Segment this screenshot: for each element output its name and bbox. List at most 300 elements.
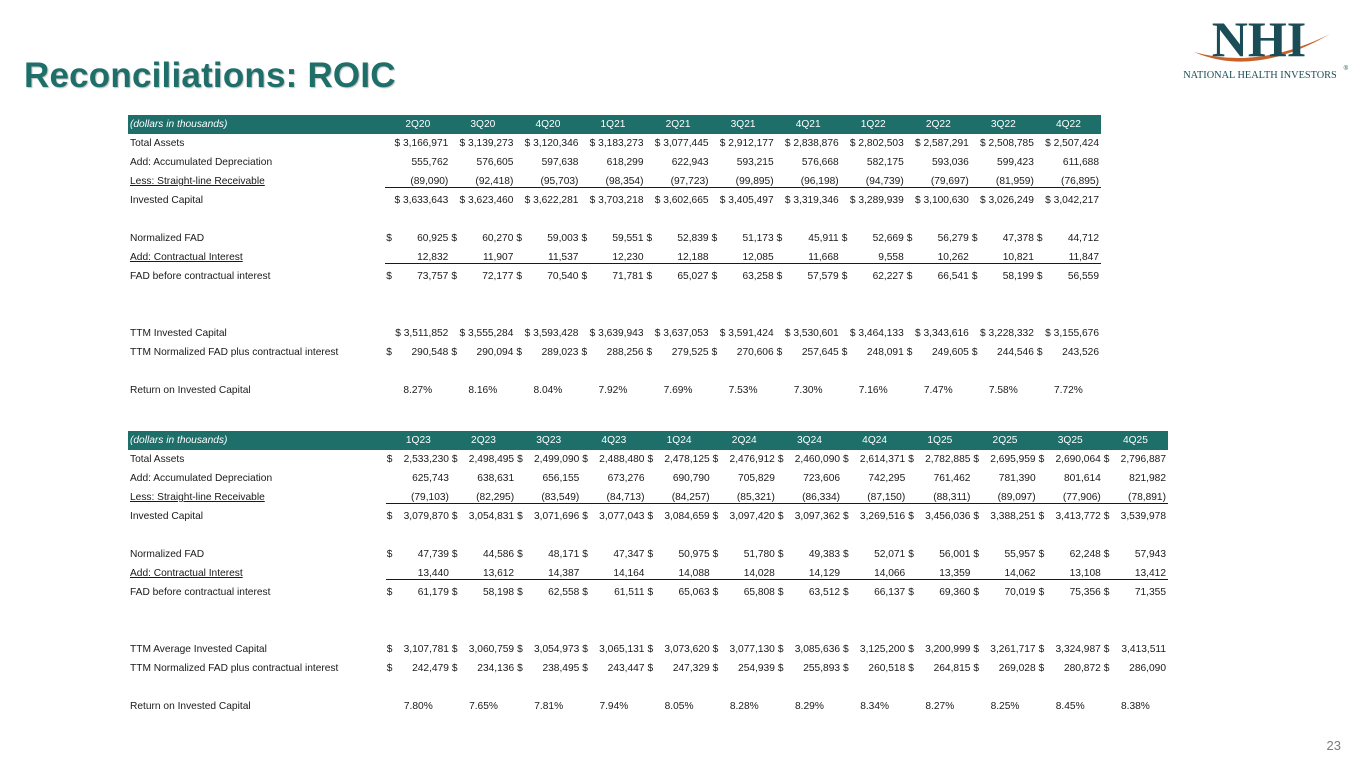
- table-cell: (87,150): [842, 488, 907, 507]
- table-cell: 7.69%: [663, 385, 693, 396]
- table-cell: 7.53%: [728, 385, 758, 396]
- table-cell: 781,390: [998, 473, 1036, 484]
- table-cell: $ 2,838,876: [784, 138, 839, 149]
- table-cell: $ 2,478,125: [647, 454, 710, 465]
- table-cell: 656,155: [542, 473, 580, 484]
- quarter-header: 4Q23: [581, 431, 646, 450]
- row-label-text: Invested Capital: [130, 511, 204, 522]
- table-cell: 8.45%: [1055, 701, 1085, 712]
- table-cell: $ 66,541: [906, 271, 969, 282]
- row-label-text: Less: Straight-line Receivable: [130, 492, 265, 503]
- row-label-text: TTM Normalized FAD plus contractual interest: [130, 663, 339, 674]
- table-cell: 638,631: [477, 473, 515, 484]
- table-row-accum-dep: [128, 153, 1101, 172]
- table-cell: $ 243,447: [582, 663, 645, 674]
- table-cell: $ 3,100,630: [914, 195, 969, 206]
- table-cell: 10,262: [906, 248, 971, 267]
- table-cell: $ 3,071,696: [517, 511, 580, 522]
- table-cell: $ 2,912,177: [719, 138, 774, 149]
- row-label: [128, 229, 385, 248]
- table-cell: 593,036: [931, 157, 969, 168]
- row-label: [128, 134, 385, 153]
- table-cell: 576,668: [801, 157, 839, 168]
- table-cell: $ 3,456,036: [908, 511, 971, 522]
- row-label: [128, 564, 386, 583]
- table-header-label: (dollars in thousands): [128, 431, 386, 450]
- table-cell: 7.80%: [403, 701, 433, 712]
- table-cell: $ 2,802,503: [849, 138, 904, 149]
- table-cell: $ 3,085,636: [777, 644, 841, 655]
- table-cell: $ 3,228,332: [980, 328, 1034, 339]
- table-header-row: [128, 431, 1168, 450]
- table-cell: 7.58%: [988, 385, 1018, 396]
- table-cell: 742,295: [868, 473, 906, 484]
- table-cell: 13,612: [451, 564, 516, 583]
- row-label-text: TTM Invested Capital: [130, 328, 227, 339]
- row-label-text: TTM Average Invested Capital: [130, 644, 267, 655]
- quarter-header: 1Q24: [646, 431, 711, 450]
- table-cell: 705,829: [738, 473, 775, 484]
- table-cell: $ 260,518: [843, 663, 906, 674]
- table-cell: (88,311): [907, 488, 972, 507]
- row-label-text: Normalized FAD: [130, 233, 205, 244]
- logo-caption: NATIONAL HEALTH INVESTORS: [1183, 70, 1337, 81]
- table-row-sl-receivable: [128, 488, 1168, 507]
- table-row-roic: [128, 381, 1101, 400]
- table-cell: 14,164: [581, 564, 646, 583]
- quarter-header: 4Q22: [1036, 115, 1101, 134]
- table-cell: $ 2,499,090: [517, 454, 580, 465]
- row-label-text: Add: Accumulated Depreciation: [130, 473, 273, 484]
- table-cell: $ 3,097,420: [712, 511, 775, 522]
- table-cell: $ 2,587,291: [914, 138, 969, 149]
- table-cell: $ 3,555,284: [459, 328, 514, 339]
- table-cell: $ 3,530,601: [784, 328, 839, 339]
- row-label-text: Total Assets: [130, 138, 185, 149]
- table-row-contractual-interest: [128, 564, 1168, 583]
- table-cell: 8.04%: [533, 385, 563, 396]
- table-cell: $ 3,623,460: [459, 195, 514, 206]
- table-cell: $ 2,476,912: [712, 454, 775, 465]
- table-header-label: (dollars in thousands): [128, 115, 385, 134]
- row-label-text: Return on Invested Capital: [130, 385, 251, 396]
- row-label: [128, 507, 386, 526]
- table-cell: $ 286,090: [1103, 663, 1166, 674]
- table-cell: $ 242,479: [386, 663, 449, 674]
- table-cell: 7.72%: [1053, 385, 1083, 396]
- table-cell: $ 44,586: [451, 549, 515, 560]
- table-cell: $ 243,526: [1036, 347, 1099, 358]
- table-cell: $ 3,639,943: [589, 328, 644, 339]
- table-cell: $ 71,781: [581, 271, 644, 282]
- table-cell: 13,359: [907, 564, 972, 583]
- table-cell: $ 264,815: [908, 663, 971, 674]
- table-cell: $ 3,324,987: [1038, 644, 1101, 655]
- table-cell: 11,668: [776, 248, 841, 267]
- table-cell: $ 3,388,251: [973, 511, 1036, 522]
- table-cell: $ 70,540: [516, 271, 579, 282]
- quarter-header: 2Q23: [451, 431, 516, 450]
- quarter-header: 3Q25: [1038, 431, 1103, 450]
- table-row-invested-capital: [128, 507, 1168, 526]
- quarter-header: 2Q20: [385, 115, 450, 134]
- table-cell: $ 238,495: [517, 663, 580, 674]
- table-cell: $ 72,177: [451, 271, 514, 282]
- table-cell: $ 3,343,616: [914, 328, 969, 339]
- table-cell: $ 2,508,785: [980, 138, 1034, 149]
- quarter-header: 3Q21: [711, 115, 776, 134]
- table-cell: $ 3,097,362: [777, 511, 841, 522]
- row-label-text: FAD before contractual interest: [130, 271, 271, 282]
- table-cell: (84,713): [581, 488, 646, 507]
- row-label: [128, 153, 385, 172]
- table-cell: $ 3,077,130: [712, 644, 775, 655]
- page-number: 23: [1326, 738, 1341, 753]
- table-cell: $ 2,782,885: [908, 454, 971, 465]
- table-cell: 8.28%: [729, 701, 759, 712]
- table-cell: (82,295): [451, 488, 516, 507]
- table-cell: $ 3,120,346: [524, 138, 579, 149]
- row-label: [128, 267, 385, 286]
- row-label-text: Add: Contractual Interest: [130, 568, 243, 579]
- table-cell: 7.94%: [599, 701, 629, 712]
- quarter-header: 1Q21: [580, 115, 645, 134]
- table-cell: $ 254,939: [712, 663, 775, 674]
- table-cell: $ 3,591,424: [719, 328, 774, 339]
- table-cell: $ 63,512: [777, 587, 841, 598]
- table-cell: $ 58,199: [971, 271, 1034, 282]
- row-label: [128, 324, 385, 343]
- roic-table-2020-2022: [128, 115, 1101, 400]
- table-cell: $ 270,606: [711, 347, 774, 358]
- table-cell: 13,440: [386, 564, 451, 583]
- row-label: [128, 488, 386, 507]
- table-cell: 14,062: [972, 564, 1037, 583]
- row-label-text: Add: Accumulated Depreciation: [130, 157, 273, 168]
- table-cell: $ 52,669: [841, 233, 904, 244]
- table-cell: $ 59,003: [516, 233, 579, 244]
- table-cell: 7.30%: [793, 385, 823, 396]
- table-cell: 14,028: [712, 564, 777, 583]
- table-cell: $ 56,001: [908, 549, 971, 560]
- table-cell: 14,066: [842, 564, 907, 583]
- table-cell: $ 62,248: [1038, 549, 1101, 560]
- row-label: [128, 381, 385, 400]
- row-label-text: Invested Capital: [130, 195, 204, 206]
- row-label-text: Total Assets: [130, 454, 185, 465]
- table-cell: $ 44,712: [1036, 233, 1099, 244]
- table-cell: $ 3,413,772: [1038, 511, 1101, 522]
- table-cell: 12,230: [580, 248, 645, 267]
- quarter-header: 2Q21: [646, 115, 711, 134]
- table-cell: 821,982: [1129, 473, 1166, 484]
- table-cell: 12,085: [711, 248, 776, 267]
- table-cell: $ 47,347: [582, 549, 645, 560]
- quarter-header: 1Q22: [841, 115, 906, 134]
- table-cell: $ 45,911: [776, 233, 839, 244]
- table-cell: $ 47,378: [971, 233, 1034, 244]
- quarter-header: 3Q24: [777, 431, 842, 450]
- table-cell: 625,743: [412, 473, 449, 484]
- table-cell: $ 56,559: [1036, 271, 1099, 282]
- table-cell: $ 3,200,999: [908, 644, 971, 655]
- row-label-text: Add: Contractual Interest: [130, 252, 243, 263]
- table-cell: $ 61,179: [386, 587, 449, 598]
- table-cell: $ 50,975: [647, 549, 710, 560]
- table-cell: $ 65,027: [646, 271, 709, 282]
- table-cell: $ 2,614,371: [843, 454, 906, 465]
- table-cell: $ 70,019: [973, 587, 1036, 598]
- table-cell: 14,387: [516, 564, 581, 583]
- table-cell: (77,906): [1038, 488, 1103, 507]
- table-cell: 8.29%: [795, 701, 824, 712]
- table-cell: $ 3,107,781: [386, 644, 449, 655]
- table-cell: $ 3,065,131: [582, 644, 645, 655]
- table-cell: (79,697): [906, 172, 971, 191]
- table-cell: 618,299: [606, 157, 644, 168]
- table-cell: $ 288,256: [581, 347, 644, 358]
- quarter-header: 4Q20: [515, 115, 580, 134]
- quarter-header: 3Q20: [450, 115, 515, 134]
- roic-table-2023-2025: [128, 431, 1168, 716]
- table-cell: 8.38%: [1120, 701, 1150, 712]
- table-cell: $ 3,073,620: [647, 644, 710, 655]
- table-cell: $ 57,943: [1103, 549, 1166, 560]
- row-label: [128, 248, 385, 267]
- table-cell: 14,088: [646, 564, 711, 583]
- table-cell: 11,537: [515, 248, 580, 267]
- row-label: [128, 191, 385, 210]
- table-cell: $ 249,605: [906, 347, 969, 358]
- table-cell: 12,832: [385, 248, 450, 267]
- table-cell: $ 69,360: [908, 587, 971, 598]
- table-row-invested-capital: [128, 191, 1101, 210]
- row-label-text: Return on Invested Capital: [130, 701, 251, 712]
- table-cell: (86,334): [777, 488, 842, 507]
- table-cell: 8.27%: [403, 385, 433, 396]
- table-cell: $ 3,289,939: [849, 195, 904, 206]
- table-cell: $ 3,060,759: [451, 644, 515, 655]
- table-cell: $ 55,957: [973, 549, 1036, 560]
- table-row-fad-before: [128, 267, 1101, 286]
- quarter-header: 2Q25: [972, 431, 1037, 450]
- table-cell: 673,276: [607, 473, 645, 484]
- table-cell: $ 3,042,217: [1045, 195, 1099, 206]
- table-cell: $ 51,173: [711, 233, 774, 244]
- table-cell: $ 51,780: [712, 549, 775, 560]
- table-cell: $ 3,633,643: [394, 195, 449, 206]
- table-row-ttm-fad: [128, 343, 1101, 362]
- quarter-header: 2Q24: [712, 431, 777, 450]
- table-cell: 11,847: [1036, 248, 1101, 267]
- table-cell: $ 65,808: [712, 587, 775, 598]
- table-row-roic: [128, 697, 1168, 716]
- table-cell: 7.92%: [598, 385, 628, 396]
- table-cell: 622,943: [671, 157, 709, 168]
- table-cell: $ 62,558: [517, 587, 580, 598]
- table-cell: (83,549): [516, 488, 581, 507]
- table-cell: $ 3,261,717: [973, 644, 1036, 655]
- table-cell: 12,188: [646, 248, 711, 267]
- nhi-logo: [1178, 12, 1348, 92]
- table-cell: $ 62,227: [841, 271, 904, 282]
- row-label: [128, 659, 386, 678]
- table-row-sl-receivable: [128, 172, 1101, 191]
- row-label: [128, 450, 386, 469]
- table-cell: 9,558: [841, 248, 906, 267]
- table-cell: $ 61,511: [582, 587, 645, 598]
- quarter-header: 3Q22: [971, 115, 1036, 134]
- table-cell: 8.27%: [925, 701, 955, 712]
- table-cell: $ 59,551: [581, 233, 644, 244]
- table-cell: $ 3,054,973: [517, 644, 580, 655]
- quarter-header: 2Q22: [906, 115, 971, 134]
- table-cell: $ 234,136: [451, 663, 515, 674]
- quarter-header: 3Q23: [516, 431, 581, 450]
- table-cell: $ 3,079,870: [386, 511, 449, 522]
- table-cell: $ 279,525: [646, 347, 709, 358]
- logo-registered-mark: ®: [1343, 66, 1348, 72]
- table-cell: $ 2,533,230: [386, 454, 449, 465]
- table-row-fad-before: [128, 583, 1168, 602]
- table-cell: $ 257,645: [776, 347, 839, 358]
- quarter-header: 4Q25: [1103, 431, 1168, 450]
- table-cell: 593,215: [736, 157, 774, 168]
- table-cell: $ 71,355: [1103, 587, 1166, 598]
- table-cell: $ 49,383: [777, 549, 841, 560]
- row-label: [128, 697, 386, 716]
- table-row-ttm-invested: [128, 324, 1101, 343]
- table-cell: 13,108: [1038, 564, 1103, 583]
- table-cell: 7.16%: [858, 385, 888, 396]
- table-cell: $ 255,893: [777, 663, 841, 674]
- table-cell: $ 3,593,428: [524, 328, 579, 339]
- page-title: Reconciliations: ROIC: [24, 56, 396, 95]
- table-cell: 723,606: [803, 473, 841, 484]
- table-cell: $ 3,539,978: [1103, 511, 1166, 522]
- table-cell: 8.25%: [990, 701, 1020, 712]
- table-cell: $ 58,198: [451, 587, 515, 598]
- table-cell: (84,257): [646, 488, 711, 507]
- table-cell: 801,614: [1063, 473, 1101, 484]
- row-label: [128, 640, 386, 659]
- table-cell: (76,895): [1036, 172, 1101, 191]
- table-cell: 690,790: [672, 473, 710, 484]
- row-label-text: FAD before contractual interest: [130, 587, 271, 598]
- table-cell: $ 75,356: [1038, 587, 1101, 598]
- table-cell: (95,703): [515, 172, 580, 191]
- table-cell: $ 47,739: [386, 549, 449, 560]
- table-cell: 7.65%: [469, 701, 498, 712]
- table-cell: 582,175: [866, 157, 904, 168]
- table-cell: $ 2,695,959: [973, 454, 1036, 465]
- table-cell: (79,103): [386, 488, 451, 507]
- table-row-contractual-interest: [128, 248, 1101, 267]
- row-label-text: Less: Straight-line Receivable: [130, 176, 265, 187]
- table-cell: 599,423: [997, 157, 1034, 168]
- table-cell: $ 3,703,218: [589, 195, 644, 206]
- table-cell: $ 2,690,064: [1038, 454, 1101, 465]
- table-cell: $ 3,405,497: [719, 195, 774, 206]
- nhi-logo-icon: [1184, 12, 1334, 68]
- table-cell: $ 3,077,043: [582, 511, 645, 522]
- table-cell: $ 290,094: [451, 347, 514, 358]
- table-cell: $ 280,872: [1038, 663, 1101, 674]
- table-cell: $ 60,925: [386, 233, 449, 244]
- table-cell: $ 247,329: [647, 663, 710, 674]
- table-cell: 11,907: [450, 248, 515, 267]
- quarter-header: 1Q25: [907, 431, 972, 450]
- quarter-header: 4Q21: [776, 115, 841, 134]
- row-label: [128, 545, 386, 564]
- table-cell: $ 3,139,273: [459, 138, 514, 149]
- table-cell: (94,739): [841, 172, 906, 191]
- table-cell: $ 73,757: [386, 271, 449, 282]
- table-cell: $ 3,155,676: [1045, 328, 1099, 339]
- table-cell: $ 60,270: [451, 233, 514, 244]
- table-cell: 611,688: [1062, 157, 1099, 168]
- table-cell: (81,959): [971, 172, 1036, 191]
- table-cell: (98,354): [580, 172, 645, 191]
- table-cell: $ 3,125,200: [843, 644, 906, 655]
- row-label: [128, 172, 385, 191]
- table-cell: $ 3,464,133: [849, 328, 904, 339]
- table-cell: $ 3,077,445: [654, 138, 709, 149]
- table-row-normalized-fad: [128, 229, 1101, 248]
- table-cell: $ 269,028: [973, 663, 1036, 674]
- table-cell: 14,129: [777, 564, 842, 583]
- row-label: [128, 583, 386, 602]
- table-cell: $ 52,839: [646, 233, 709, 244]
- table-cell: (96,198): [776, 172, 841, 191]
- table-cell: $ 57,579: [776, 271, 839, 282]
- table-cell: $ 3,602,665: [654, 195, 709, 206]
- table-row-total-assets: [128, 134, 1101, 153]
- table-cell: $ 3,413,511: [1103, 644, 1166, 655]
- table-cell: $ 3,084,659: [647, 511, 710, 522]
- table-cell: (89,090): [385, 172, 450, 191]
- table-cell: $ 3,637,053: [654, 328, 709, 339]
- table-row-ttm-fad: [128, 659, 1168, 678]
- table-cell: (99,895): [711, 172, 776, 191]
- table-cell: (85,321): [712, 488, 777, 507]
- row-label-text: Normalized FAD: [130, 549, 205, 560]
- table-cell: (89,097): [972, 488, 1037, 507]
- table-cell: 7.81%: [534, 701, 564, 712]
- table-cell: 7.47%: [923, 385, 953, 396]
- logo-letters: NHI: [1211, 12, 1307, 67]
- row-label-text: TTM Normalized FAD plus contractual interest: [130, 347, 339, 358]
- table-cell: $ 63,258: [711, 271, 774, 282]
- table-cell: 10,821: [971, 248, 1036, 267]
- row-label: [128, 343, 385, 362]
- table-cell: 555,762: [411, 157, 449, 168]
- table-cell: $ 3,054,831: [451, 511, 515, 522]
- table-cell: $ 56,279: [906, 233, 969, 244]
- table-cell: 8.34%: [860, 701, 890, 712]
- table-cell: (78,891): [1103, 488, 1168, 507]
- table-cell: $ 2,507,424: [1045, 138, 1099, 149]
- quarter-header: 1Q23: [386, 431, 451, 450]
- table-cell: $ 3,183,273: [589, 138, 644, 149]
- table-cell: $ 52,071: [843, 549, 906, 560]
- table-cell: $ 3,166,971: [394, 138, 449, 149]
- table-cell: $ 65,063: [647, 587, 710, 598]
- table-cell: 576,605: [476, 157, 514, 168]
- table-cell: $ 48,171: [517, 549, 580, 560]
- table-cell: $ 2,460,090: [777, 454, 841, 465]
- table-cell: $ 248,091: [841, 347, 904, 358]
